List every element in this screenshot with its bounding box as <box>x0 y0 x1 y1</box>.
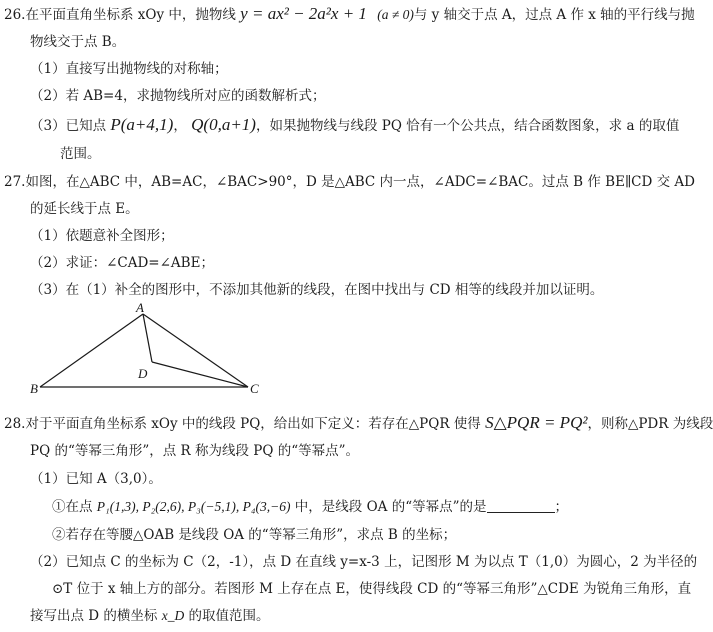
q28-part-2-a: （2）已知点 C 的坐标为 C（2，-1），点 D 在直线 y=x-3 上，记图形 M 为以点 T（1,0）为圆心，2 为半径的 <box>30 554 698 570</box>
q26-intro-b: 与 y 轴交于点 A，过点 A 作 x 轴的平行线与抛 <box>413 7 695 23</box>
q28-part-2-c <box>30 607 270 625</box>
label-a: A <box>136 300 144 315</box>
q27-line-1: 27.如图，在△ABC 中，AB=AC，∠BAC>90°，D 是△ABC 内一点，∠ADC=∠BAC。过点 B 作 BE∥CD 交 AD <box>4 174 695 190</box>
q28-p2-c-a: 接写出点 D 的横坐标 <box>30 608 158 624</box>
q27-part-1: （1）依题意补全图形； <box>30 228 174 244</box>
q26-p3-sep: ， <box>173 118 187 134</box>
q26-number: 26. <box>4 7 26 23</box>
q28-p1-1-end: ； <box>554 499 568 515</box>
segment-ab <box>40 314 143 387</box>
q28-p1-1-b: 中，是线段 OA 的“等幂点”的是 <box>294 499 487 515</box>
q26-p3-suffix: ，如果抛物线与线段 PQ 恰有一个公共点，结合函数图象，求 a 的取值 <box>255 118 680 134</box>
q26-part-2: （2）若 AB=4，求抛物线所对应的函数解析式； <box>30 88 326 104</box>
q28-part-1-1 <box>52 498 568 516</box>
q27-part-2: （2）求证：∠CAD=∠ABE； <box>30 255 214 271</box>
q27-part-3: （3）在（1）补全的图形中，不添加其他新的线段，在图中找出与 CD 相等的线段并加以证明。 <box>30 282 604 298</box>
q26-part-3-tail: 范围。 <box>60 146 101 162</box>
q26-part-1: （1）直接写出抛物线的对称轴； <box>30 61 228 77</box>
label-c: C <box>250 381 259 396</box>
q27-line-2: 的延长线于点 E。 <box>30 201 139 217</box>
q28-part-1-2: ②若存在等腰△OAB 是线段 OA 的“等幂三角形”，求点 B 的坐标； <box>52 527 457 543</box>
q26-intro-a: 在平面直角坐标系 xOy 中，抛物线 <box>25 7 236 23</box>
q28-xd-symbol: x_D <box>161 608 185 623</box>
q26-formula: y = ax² − 2a²x + 1 <box>240 4 367 23</box>
q28-line-1-a: 28.对于平面直角坐标系 xOy 中的线段 PQ，给出如下定义：若存在△PQR 使得 <box>4 416 481 432</box>
answer-blank <box>487 500 555 513</box>
q26-p3-prefix: （3）已知点 <box>30 118 107 134</box>
q28-line-1-b: ，则称△PDR 为线段 <box>587 416 713 432</box>
q28-part-1: （1）已知 A（3,0）。 <box>30 471 162 487</box>
q26-point-q: Q(0,a+1) <box>191 115 256 134</box>
segment-ad <box>143 314 152 362</box>
q28-candidate-points: P₁(1,3), P₂(2,6), P₃(−5,1), P₄(3,−6) <box>96 499 291 514</box>
q28-line-1 <box>4 414 713 433</box>
label-d: D <box>138 366 148 381</box>
q28-line-2: PQ 的“等幂三角形”，点 R 称为线段 PQ 的“等幂点”。 <box>30 443 360 459</box>
segment-ac <box>143 314 248 387</box>
q26-point-p: P(a+4,1) <box>110 115 174 134</box>
q26-condition: (a ≠ 0) <box>377 7 414 22</box>
segment-dc <box>152 362 248 387</box>
q28-area-formula: S△PQR = PQ² <box>485 413 588 432</box>
q28-p1-1-a: ①在点 <box>52 499 93 515</box>
q28-p2-c-b: 的取值范围。 <box>188 608 270 624</box>
label-b: B <box>30 381 38 396</box>
q28-part-2-b: ⊙T 位于 x 轴上方的部分。若图形 M 上存在点 E，使得线段 CD 的“等幂三角形”△CDE 为锐角三角形，直 <box>52 581 692 597</box>
q26-line-2: 物线交于点 B。 <box>30 34 126 50</box>
